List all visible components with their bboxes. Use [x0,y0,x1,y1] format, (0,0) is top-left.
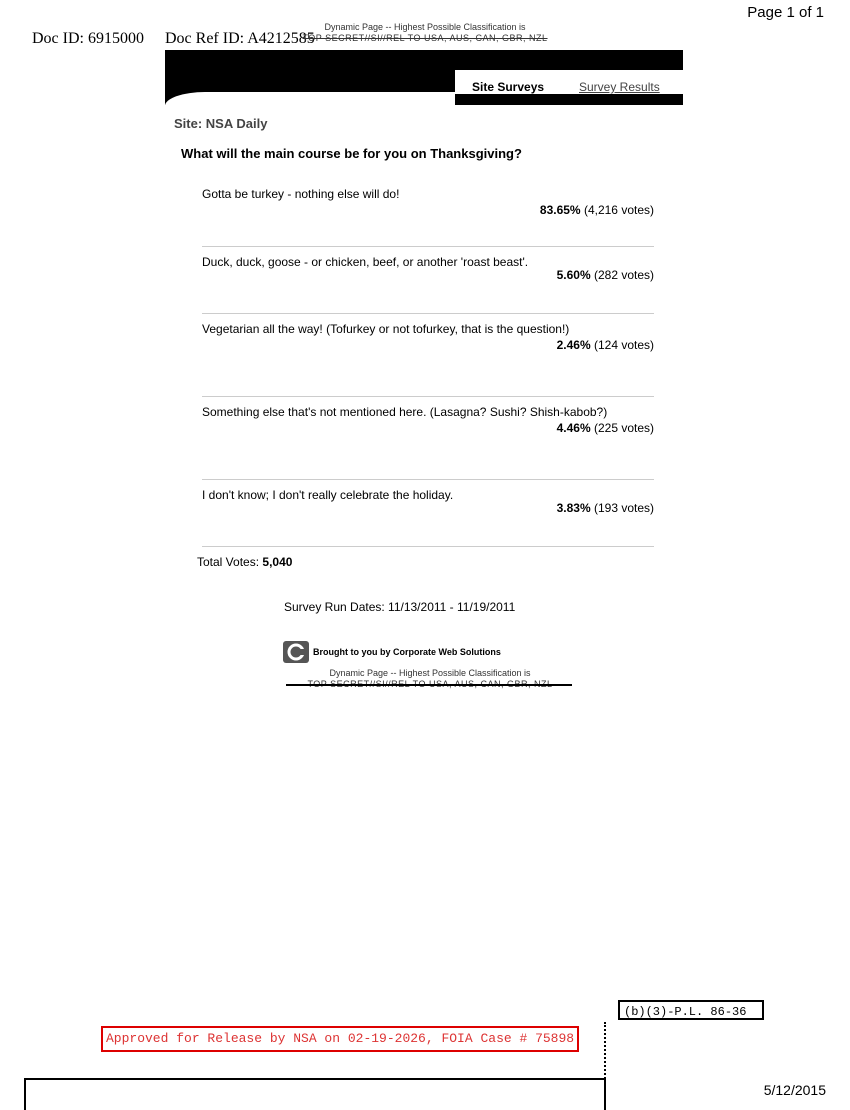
option-text: Duck, duck, goose - or chicken, beef, or another 'roast beast'. [202,255,529,269]
option-percent: 4.46% [556,421,591,435]
survey-option [202,488,654,515]
tab-survey-results[interactable]: Survey Results [579,80,660,94]
page-number: Page 1 of 1 [747,4,824,21]
option-percent: 83.65% [539,203,581,217]
print-date: 5/12/2015 [763,1082,826,1098]
option-divider [202,479,654,480]
option-votes: (193 votes) [593,501,654,515]
total-votes [197,555,292,569]
exemption-stamp: (b)(3)-P.L. 86-36 [618,1000,764,1020]
option-votes: (4,216 votes) [583,203,654,217]
tab-site-surveys[interactable]: Site Surveys [472,80,545,94]
top-classification-banner [270,22,580,44]
classification-line-1: Dynamic Page -- Highest Possible Classification is [324,22,526,32]
doc-id: Doc ID: 6915000 [32,30,144,47]
classification-line-1: Dynamic Page -- Highest Possible Classification is [329,668,531,678]
survey-option [202,255,654,282]
classification-line-2: TOP SECRET//SI//REL TO USA, AUS, CAN, GBR, NZL [302,33,548,43]
option-votes: (124 votes) [593,338,654,352]
option-percent: 2.46% [556,338,591,352]
option-votes: (225 votes) [593,421,654,435]
option-text: Something else that's not mentioned here. (Lasagna? Sushi? Shish-kabob?) [202,405,608,419]
bottom-classification-banner [280,668,580,690]
total-votes-value: 5,040 [262,555,293,569]
approved-for-release-stamp: Approved for Release by NSA on 02-19-2026, FOIA Case # 75898 [101,1026,579,1052]
option-text: Vegetarian all the way! (Tofurkey or not tofurkey, that is the question!) [202,322,570,336]
option-votes: (282 votes) [593,268,654,282]
header-tab-underbar [455,94,683,104]
redaction-box [24,1078,606,1110]
option-percent: 5.60% [556,268,591,282]
survey-option [202,322,654,352]
option-percent: 3.83% [556,501,591,515]
total-votes-label: Total Votes: [197,555,260,569]
survey-option [202,405,654,435]
site-label: Site: NSA Daily [174,116,268,131]
option-text: I don't know; I don't really celebrate the holiday. [202,488,454,502]
classification-underline [286,684,572,686]
corporate-web-solutions-logo-icon [283,641,309,663]
survey-question: What will the main course be for you on Thanksgiving? [181,146,522,161]
option-text: Gotta be turkey - nothing else will do! [202,187,400,201]
doc-ref-id: Doc Ref ID: A4212585 [165,30,315,47]
option-divider [202,313,654,314]
brought-to-you-text: Brought to you by Corporate Web Solutions [313,647,501,657]
dotted-connector [604,1022,608,1082]
option-divider [202,546,654,547]
survey-run-dates: Survey Run Dates: 11/13/2011 - 11/19/2011 [284,600,516,614]
option-divider [202,246,654,247]
header-curve [165,92,455,108]
option-divider [202,396,654,397]
survey-option [202,187,654,217]
